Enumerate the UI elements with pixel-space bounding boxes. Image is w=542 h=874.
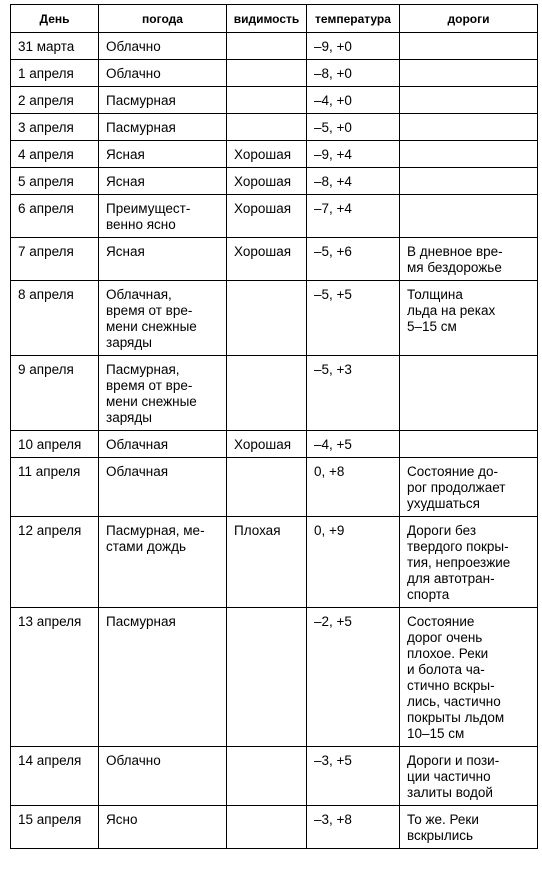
- cell-roads: В дневное вре- мя бездорожье: [400, 238, 538, 281]
- table-row: [11, 356, 538, 431]
- cell-day: 31 марта: [11, 33, 99, 60]
- header-temperature: температура: [307, 5, 400, 33]
- header-roads: дороги: [400, 5, 538, 33]
- cell-weather: Пасмурная: [99, 114, 227, 141]
- cell-day: 8 апреля: [11, 281, 99, 356]
- cell-temperature: –5, +0: [307, 114, 400, 141]
- cell-visibility: [227, 356, 307, 431]
- cell-temperature: –9, +4: [307, 141, 400, 168]
- cell-visibility: Хорошая: [227, 141, 307, 168]
- cell-weather: Ясная: [99, 168, 227, 195]
- table-row: [11, 141, 538, 168]
- cell-roads: [400, 141, 538, 168]
- cell-day: 5 апреля: [11, 168, 99, 195]
- cell-visibility: [227, 806, 307, 849]
- cell-visibility: [227, 114, 307, 141]
- cell-temperature: 0, +8: [307, 458, 400, 517]
- cell-temperature: –5, +5: [307, 281, 400, 356]
- table-row: [11, 281, 538, 356]
- cell-roads: Состояние до- рог продолжает ухудшаться: [400, 458, 538, 517]
- cell-day: 12 апреля: [11, 517, 99, 608]
- table-row: [11, 114, 538, 141]
- cell-temperature: –3, +8: [307, 806, 400, 849]
- cell-roads: [400, 114, 538, 141]
- table-row: [11, 87, 538, 114]
- table-row: [11, 33, 538, 60]
- cell-weather: Облачная: [99, 431, 227, 458]
- cell-day: 3 апреля: [11, 114, 99, 141]
- cell-weather: Ясная: [99, 141, 227, 168]
- cell-day: 4 апреля: [11, 141, 99, 168]
- table-row: [11, 458, 538, 517]
- cell-temperature: –8, +4: [307, 168, 400, 195]
- cell-visibility: Плохая: [227, 517, 307, 608]
- cell-roads: Состояние дорог очень плохое. Реки и болота ча- стично вскры- лись, частично покрыты льдом 10–15 см: [400, 608, 538, 747]
- cell-temperature: –3, +5: [307, 747, 400, 806]
- cell-roads: [400, 168, 538, 195]
- table-row: [11, 238, 538, 281]
- cell-weather: Облачная, время от вре- мени снежные заряды: [99, 281, 227, 356]
- cell-temperature: –4, +5: [307, 431, 400, 458]
- cell-roads: Дороги без твердого покры- тия, непроезжие для автотран- спорта: [400, 517, 538, 608]
- header-visibility: видимость: [227, 5, 307, 33]
- cell-day: 13 апреля: [11, 608, 99, 747]
- cell-roads: Толщина льда на реках 5–15 см: [400, 281, 538, 356]
- cell-roads: [400, 195, 538, 238]
- table-row: [11, 168, 538, 195]
- cell-day: 2 апреля: [11, 87, 99, 114]
- cell-weather: Ясно: [99, 806, 227, 849]
- cell-roads: [400, 33, 538, 60]
- cell-roads: [400, 87, 538, 114]
- cell-visibility: [227, 33, 307, 60]
- cell-day: 15 апреля: [11, 806, 99, 849]
- table-header-row: [11, 5, 538, 33]
- cell-temperature: –4, +0: [307, 87, 400, 114]
- weather-roads-table: [10, 4, 538, 849]
- cell-day: 14 апреля: [11, 747, 99, 806]
- header-weather: погода: [99, 5, 227, 33]
- table-row: [11, 806, 538, 849]
- table-row: [11, 195, 538, 238]
- cell-day: 10 апреля: [11, 431, 99, 458]
- cell-weather: Пасмурная: [99, 608, 227, 747]
- cell-day: 1 апреля: [11, 60, 99, 87]
- cell-visibility: [227, 458, 307, 517]
- cell-roads: Дороги и пози- ции частично залиты водой: [400, 747, 538, 806]
- cell-roads: [400, 431, 538, 458]
- cell-temperature: 0, +9: [307, 517, 400, 608]
- cell-day: 9 апреля: [11, 356, 99, 431]
- cell-temperature: –5, +6: [307, 238, 400, 281]
- cell-visibility: [227, 60, 307, 87]
- cell-roads: То же. Реки вскрылись: [400, 806, 538, 849]
- cell-visibility: Хорошая: [227, 168, 307, 195]
- cell-visibility: [227, 608, 307, 747]
- cell-day: 6 апреля: [11, 195, 99, 238]
- cell-temperature: –9, +0: [307, 33, 400, 60]
- cell-weather: Пасмурная: [99, 87, 227, 114]
- cell-weather: Облачно: [99, 747, 227, 806]
- cell-temperature: –2, +5: [307, 608, 400, 747]
- cell-day: 7 апреля: [11, 238, 99, 281]
- table-row: [11, 517, 538, 608]
- cell-visibility: [227, 281, 307, 356]
- cell-day: 11 апреля: [11, 458, 99, 517]
- table-row: [11, 60, 538, 87]
- table-row: [11, 747, 538, 806]
- cell-temperature: –7, +4: [307, 195, 400, 238]
- cell-visibility: [227, 747, 307, 806]
- table-row: [11, 431, 538, 458]
- cell-weather: Облачно: [99, 33, 227, 60]
- cell-weather: Пасмурная, время от вре- мени снежные заряды: [99, 356, 227, 431]
- cell-temperature: –8, +0: [307, 60, 400, 87]
- cell-visibility: Хорошая: [227, 195, 307, 238]
- cell-weather: Ясная: [99, 238, 227, 281]
- header-day: День: [11, 5, 99, 33]
- table-row: [11, 608, 538, 747]
- cell-visibility: Хорошая: [227, 238, 307, 281]
- cell-weather: Облачно: [99, 60, 227, 87]
- cell-weather: Преимущест- венно ясно: [99, 195, 227, 238]
- cell-weather: Облачная: [99, 458, 227, 517]
- cell-temperature: –5, +3: [307, 356, 400, 431]
- cell-visibility: [227, 87, 307, 114]
- cell-roads: [400, 60, 538, 87]
- cell-roads: [400, 356, 538, 431]
- cell-visibility: Хорошая: [227, 431, 307, 458]
- cell-weather: Пасмурная, ме- стами дождь: [99, 517, 227, 608]
